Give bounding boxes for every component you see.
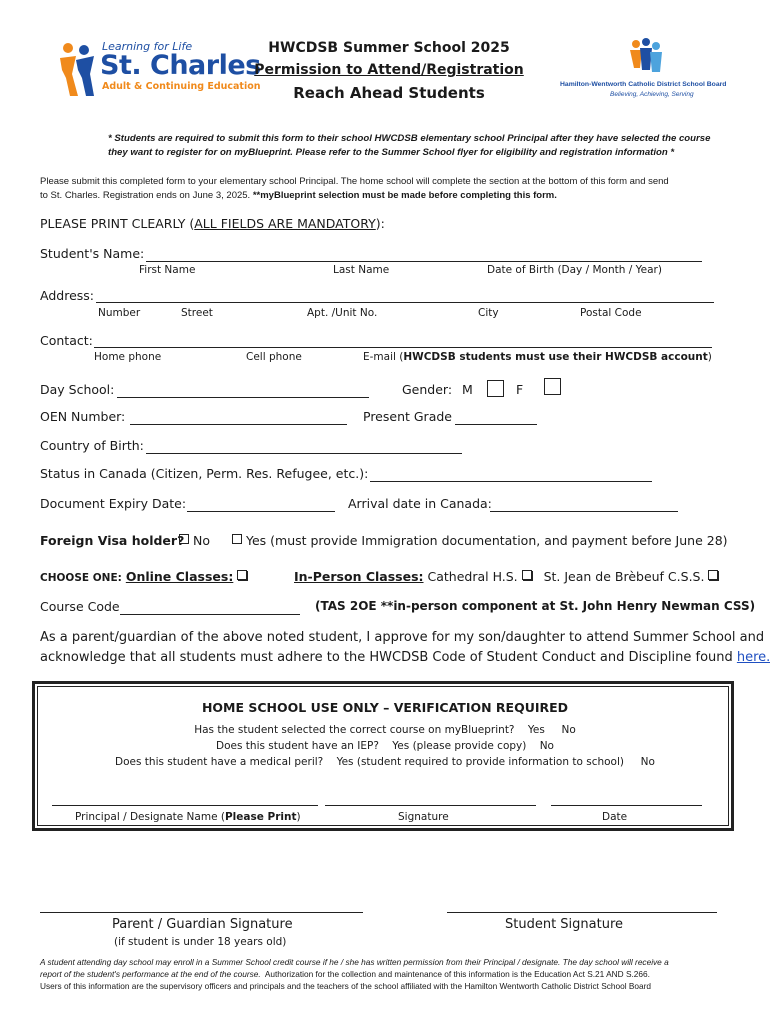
- country-field[interactable]: [146, 453, 462, 454]
- instructions-text: to St. Charles. Registration ends on June 3, 2025.: [40, 190, 253, 201]
- apt-caption: Apt. /Unit No.: [307, 307, 378, 319]
- hs-signature-caption: Signature: [398, 811, 449, 823]
- doc-expiry-field[interactable]: [187, 511, 335, 512]
- st-jean-label: St. Jean de Brèbeuf C.S.S.: [543, 569, 705, 584]
- hs-date-field[interactable]: [551, 805, 702, 806]
- cell-phone-caption: Cell phone: [246, 351, 302, 363]
- gender-f-checkbox[interactable]: [544, 378, 561, 397]
- gender-label: Gender:: [402, 382, 453, 397]
- form-title-1: HWCDSB Summer School 2025: [268, 40, 510, 56]
- footer-line-2a: report of the student's performance at the end of the course.: [40, 969, 261, 979]
- form-title-3: Reach Ahead Students: [293, 84, 485, 102]
- print-clearly-heading: [40, 216, 385, 231]
- principal-c: ): [296, 811, 301, 823]
- dob-caption: Date of Birth (Day / Month / Year): [487, 264, 662, 276]
- email-caption: [363, 351, 712, 363]
- course-code-label: Course Code: [40, 599, 120, 614]
- country-label: Country of Birth:: [40, 438, 144, 453]
- hs-date-caption: Date: [602, 811, 628, 823]
- arrival-field[interactable]: [490, 511, 678, 512]
- notice-line-2: they want to register for on myBlueprint. Please refer to the Summer School flyer for eligibility and registration information *: [108, 147, 675, 158]
- student-name-field[interactable]: [146, 261, 702, 262]
- email-b: HWCDSB students must use their HWCDSB account: [403, 351, 708, 363]
- grade-field[interactable]: [455, 424, 537, 425]
- hs-question-3: Does this student have a medical peril? Yes (student required to provide information to school) No: [115, 756, 655, 768]
- day-school-label: Day School:: [40, 382, 115, 397]
- principal-b: Please Print: [224, 811, 297, 823]
- footer-line-2b: Authorization for the collection and maintenance of this information is the Education Act S.21 AND S.266.: [260, 969, 650, 979]
- st-jean-checkbox[interactable]: [708, 570, 718, 580]
- email-a: E-mail (: [363, 351, 404, 363]
- hs-question-2: Does this student have an IEP? Yes (please provide copy) No: [216, 740, 554, 752]
- student-signature-caption: Student Signature: [505, 917, 624, 932]
- principal-caption: [75, 811, 301, 823]
- online-label: Online Classes:: [125, 569, 234, 584]
- logo-sub: Adult & Continuing Education: [102, 81, 261, 92]
- board-motto: Believing, Achieving, Serving: [610, 91, 694, 98]
- instructions-line-2: [40, 190, 557, 201]
- principal-field[interactable]: [52, 805, 318, 806]
- logo-name: St. Charles: [100, 50, 261, 81]
- tas-note: (TAS 2OE **in-person component at St. John Henry Newman CSS): [315, 599, 756, 613]
- day-school-field[interactable]: [117, 397, 369, 398]
- status-field[interactable]: [370, 481, 652, 482]
- choose-one-text: CHOOSE ONE:: [40, 572, 122, 584]
- oen-label: OEN Number:: [40, 409, 126, 424]
- visa-yes-checkbox[interactable]: [232, 534, 242, 544]
- instructions-bold: **myBlueprint selection must be made before completing this form.: [252, 190, 557, 201]
- hs-signature-field[interactable]: [325, 805, 536, 806]
- oen-field[interactable]: [130, 424, 347, 425]
- home-school-heading: HOME SCHOOL USE ONLY – VERIFICATION REQUIRED: [201, 700, 569, 715]
- in-person-group: [294, 569, 718, 584]
- parent-note: (if student is under 18 years old): [114, 936, 287, 948]
- print-c: ):: [375, 216, 385, 231]
- code-of-conduct-link[interactable]: here.: [736, 650, 770, 665]
- address-label: Address:: [40, 288, 94, 303]
- last-name-caption: Last Name: [333, 264, 390, 276]
- student-signature-field[interactable]: [447, 912, 717, 913]
- address-field[interactable]: [96, 302, 714, 303]
- visa-yes-label: Yes (must provide Immigration documentation, and payment before June 28): [245, 533, 728, 548]
- contact-field[interactable]: [94, 347, 712, 348]
- visa-no-label: No: [192, 533, 210, 548]
- gender-m-label: M: [462, 382, 473, 397]
- footer-line-2: [40, 969, 650, 979]
- print-b: ALL FIELDS ARE MANDATORY: [194, 216, 376, 231]
- logo-tagline: Learning for Life: [102, 40, 193, 53]
- postal-caption: Postal Code: [580, 307, 642, 319]
- parent-signature-caption: Parent / Guardian Signature: [112, 917, 293, 932]
- city-caption: City: [478, 307, 499, 319]
- principal-a: Principal / Designate Name (: [75, 811, 225, 823]
- consent-line-2: [40, 650, 770, 665]
- board-figures-icon: [620, 38, 670, 78]
- visa-yes-option[interactable]: [232, 533, 728, 548]
- arrival-label: Arrival date in Canada:: [348, 496, 492, 511]
- consent-line-1: As a parent/guardian of the above noted student, I approve for my son/daughter to attend Summer School and: [40, 630, 765, 645]
- footer-line-3: Users of this information are the supervisory officers and principals and the teachers of the school affiliated with the Hamilton Wentworth Catholic District School Board: [40, 981, 652, 991]
- contact-label: Contact:: [40, 333, 93, 348]
- online-checkbox[interactable]: [237, 570, 247, 580]
- choose-one-label: [40, 569, 247, 584]
- gender-f-label: F: [516, 382, 524, 397]
- hwcdsb-logo: [560, 38, 735, 102]
- grade-label: Present Grade: [363, 409, 452, 424]
- print-a: PLEASE PRINT CLEARLY (: [40, 216, 195, 231]
- first-name-caption: First Name: [139, 264, 196, 276]
- hs-question-1: Has the student selected the correct course on myBlueprint? Yes No: [194, 724, 576, 736]
- number-caption: Number: [98, 307, 141, 319]
- consent-text: acknowledge that all students must adhere to the HWCDSB Code of Student Conduct and Discipline found: [40, 650, 737, 665]
- street-caption: Street: [181, 307, 213, 319]
- visa-label: Foreign Visa holder?: [40, 533, 185, 548]
- gender-m-checkbox[interactable]: [487, 380, 504, 399]
- cathedral-label: Cathedral H.S.: [427, 569, 518, 584]
- footer-line-1: A student attending day school may enroll in a Summer School credit course if he / she has written permission from their Principal / designate. The day school will receive a: [40, 957, 669, 967]
- board-name: Hamilton-Wentworth Catholic District School Board: [560, 81, 727, 88]
- doc-expiry-label: Document Expiry Date:: [40, 496, 187, 511]
- student-name-label: Student's Name:: [40, 246, 145, 261]
- cathedral-checkbox[interactable]: [522, 570, 532, 580]
- parent-signature-field[interactable]: [40, 912, 363, 913]
- notice-line-1: * Students are required to submit this form to their school HWCDSB elementary school Principal after they have selected the course: [108, 133, 711, 144]
- home-phone-caption: Home phone: [94, 351, 162, 363]
- instructions-line-1: Please submit this completed form to your elementary school Principal. The home school will complete the section at the bottom of this form and send: [40, 176, 669, 187]
- visa-no-checkbox[interactable]: [179, 534, 189, 544]
- course-code-field[interactable]: [120, 614, 300, 615]
- status-label: Status in Canada (Citizen, Perm. Res. Refugee, etc.):: [40, 466, 369, 481]
- visa-no-option[interactable]: [179, 533, 210, 548]
- email-c: ): [707, 351, 712, 363]
- form-title-2: Permission to Attend/Registration: [254, 62, 524, 78]
- in-person-label: In-Person Classes:: [294, 569, 424, 584]
